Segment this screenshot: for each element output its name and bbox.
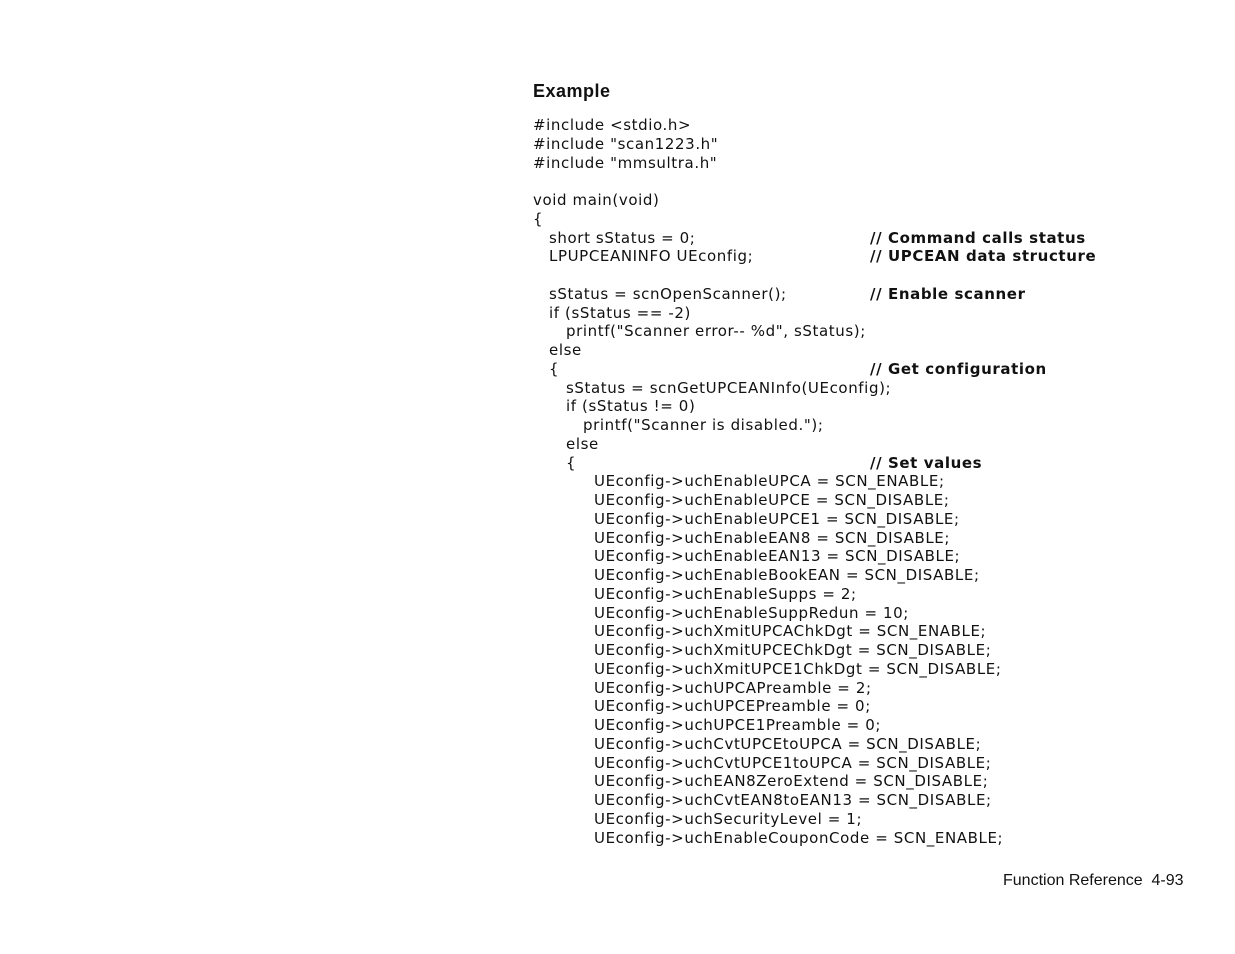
- code-text: sStatus = scnOpenScanner();: [549, 284, 787, 303]
- code-line: [533, 622, 1173, 641]
- code-line: [533, 210, 1173, 229]
- code-text: printf("Scanner is disabled.");: [583, 416, 824, 434]
- code-line: [533, 116, 1173, 135]
- code-text: UEconfig->uchXmitUPCAChkDgt = SCN_ENABLE;: [594, 622, 987, 641]
- code-line: [533, 604, 1173, 623]
- code-line: [533, 472, 1173, 491]
- code-comment: // Enable scanner: [870, 284, 1026, 303]
- code-text: {: [533, 209, 544, 228]
- code-line: [533, 772, 1173, 791]
- code-line: [533, 379, 1173, 398]
- code-line: [533, 454, 1173, 473]
- page-footer: Function Reference 4-93: [1003, 872, 1184, 889]
- code-text: #include "mmsultra.h": [533, 153, 718, 172]
- code-text: else: [566, 434, 599, 453]
- code-line: [533, 229, 1173, 248]
- code-line: [533, 547, 1173, 566]
- code-line: [533, 491, 1173, 510]
- code-text: #include "scan1223.h": [533, 134, 719, 153]
- code-line: [533, 416, 1173, 435]
- code-line: [533, 585, 1173, 604]
- code-text: UEconfig->uchEnableBookEAN = SCN_DISABLE;: [594, 566, 980, 584]
- code-text: {: [566, 453, 577, 472]
- code-line: [533, 641, 1173, 660]
- code-line: [533, 341, 1173, 360]
- code-text: UEconfig->uchUPCAPreamble = 2;: [594, 678, 872, 697]
- code-line: [533, 191, 1173, 210]
- code-comment: // Command calls status: [870, 228, 1086, 247]
- code-text: UEconfig->uchEnableUPCA = SCN_ENABLE;: [594, 472, 945, 491]
- code-text: UEconfig->uchXmitUPCE1ChkDgt = SCN_DISABLE;: [594, 659, 1002, 678]
- code-text: void main(void): [533, 191, 660, 209]
- code-line: [533, 566, 1173, 585]
- code-text: UEconfig->uchEnableEAN13 = SCN_DISABLE;: [594, 547, 961, 566]
- code-text: UEconfig->uchEnableEAN8 = SCN_DISABLE;: [594, 528, 951, 547]
- code-text: UEconfig->uchCvtUPCE1toUPCA = SCN_DISABLE;: [594, 753, 992, 772]
- code-text: UEconfig->uchEnableSupps = 2;: [594, 584, 857, 603]
- code-text: printf("Scanner error-- %d", sStatus);: [566, 322, 866, 341]
- code-text: if (sStatus != 0): [566, 397, 696, 416]
- code-line: [533, 510, 1173, 529]
- code-example: [533, 116, 1173, 847]
- code-line: [533, 154, 1173, 173]
- code-line: [533, 435, 1173, 454]
- code-text: UEconfig->uchEnableUPCE1 = SCN_DISABLE;: [594, 509, 960, 528]
- code-comment: // Set values: [870, 453, 983, 472]
- code-line: [533, 247, 1173, 266]
- code-text: {: [549, 359, 560, 378]
- code-line: [533, 304, 1173, 323]
- code-text: LPUPCEANINFO UEconfig;: [549, 247, 754, 266]
- code-text: UEconfig->uchUPCEPreamble = 0;: [594, 697, 871, 716]
- code-text: UEconfig->uchEnableCouponCode = SCN_ENABLE;: [594, 828, 1004, 847]
- code-line: [533, 716, 1173, 735]
- code-text: UEconfig->uchXmitUPCEChkDgt = SCN_DISABLE;: [594, 641, 992, 659]
- code-line: [533, 266, 1173, 285]
- code-text: else: [549, 341, 582, 359]
- code-line: [533, 735, 1173, 754]
- code-line: [533, 397, 1173, 416]
- code-line: [533, 829, 1173, 848]
- code-text: if (sStatus == -2): [549, 303, 691, 322]
- code-line: [533, 810, 1173, 829]
- code-text: UEconfig->uchEAN8ZeroExtend = SCN_DISABLE;: [594, 772, 989, 791]
- code-line: [533, 791, 1173, 810]
- code-text: UEconfig->uchCvtEAN8toEAN13 = SCN_DISABLE;: [594, 791, 992, 809]
- code-line: [533, 529, 1173, 548]
- code-line: [533, 172, 1173, 191]
- code-text: UEconfig->uchEnableUPCE = SCN_DISABLE;: [594, 491, 950, 509]
- code-line: [533, 754, 1173, 773]
- section-heading: Example: [533, 81, 611, 101]
- code-line: [533, 679, 1173, 698]
- code-line: [533, 322, 1173, 341]
- code-text: UEconfig->uchCvtUPCEtoUPCA = SCN_DISABLE;: [594, 734, 982, 753]
- code-text: sStatus = scnGetUPCEANInfo(UEconfig);: [566, 378, 892, 397]
- code-line: [533, 697, 1173, 716]
- code-line: [533, 660, 1173, 679]
- code-comment: // UPCEAN data structure: [870, 247, 1097, 266]
- code-text: UEconfig->uchEnableSuppRedun = 10;: [594, 603, 909, 622]
- code-text: UEconfig->uchUPCE1Preamble = 0;: [594, 716, 881, 734]
- code-line: [533, 360, 1173, 379]
- code-comment: // Get configuration: [870, 359, 1047, 378]
- code-line: [533, 135, 1173, 154]
- code-text: #include <stdio.h>: [533, 116, 692, 134]
- code-text: UEconfig->uchSecurityLevel = 1;: [594, 809, 863, 828]
- code-line: [533, 285, 1173, 304]
- code-text: short sStatus = 0;: [549, 228, 696, 247]
